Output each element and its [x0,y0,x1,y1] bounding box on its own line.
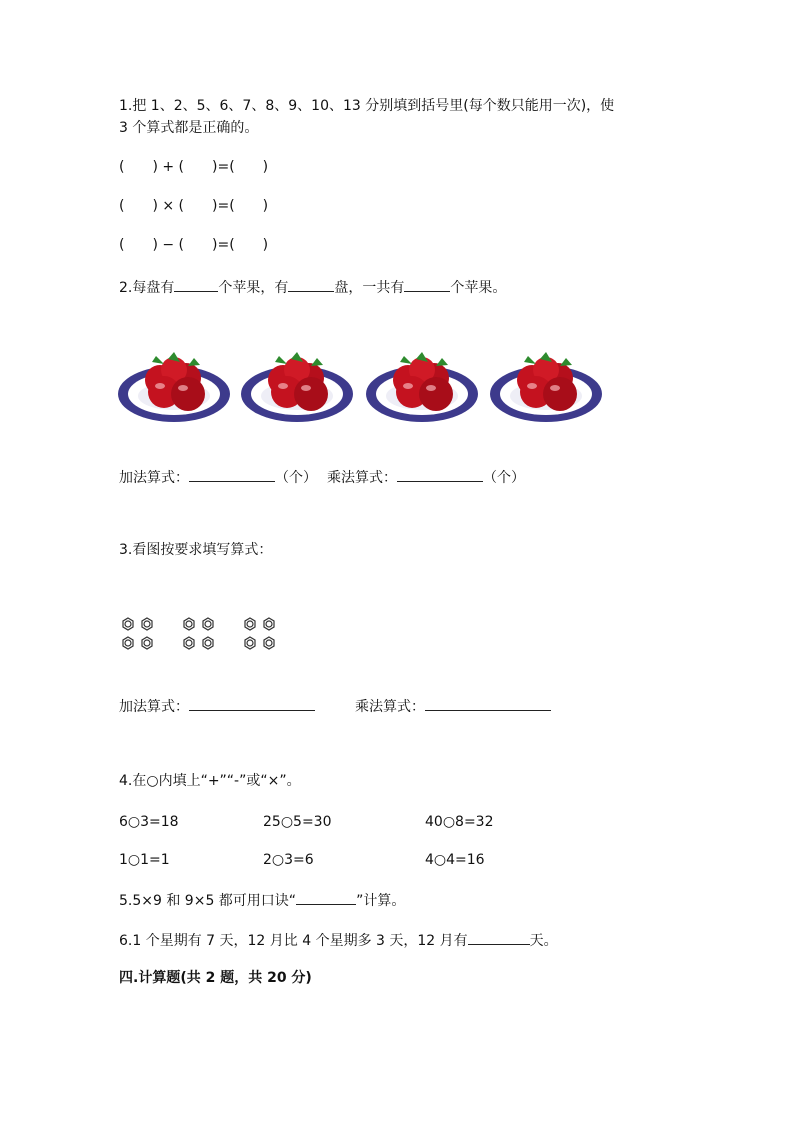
q2-prompt [119,277,506,297]
q6-text-1: 6.1 个星期有 7 天，12 月比 4 个星期多 3 天，12 月有 [119,933,468,949]
q2-text-4: 个苹果。 [450,280,507,296]
q1-equation-add: ( ) + ( )=( ) [119,159,269,175]
apple-plate-icon [488,340,604,430]
q2-text-1: 2.每盘有 [119,280,175,296]
q5-blank[interactable] [296,890,356,905]
q4-item: 2○3=6 [263,852,314,868]
q5-text-1: 5.5×9 和 9×5 都可用口诀“ [119,893,297,909]
q2-formula-row [119,467,525,487]
q4-item: 1○1=1 [119,852,170,868]
q5-prompt [119,890,405,910]
apple-plate-icon [239,340,355,430]
q2-mul-unit: （个） [483,470,525,486]
q4-item: 40○8=32 [425,814,494,830]
q3-mul-label: 乘法算式： [355,699,425,715]
q3-add-label: 加法算式： [119,699,189,715]
q3-mul-formula-blank[interactable] [425,696,551,711]
q1-equation-multiply: ( ) × ( )=( ) [119,198,269,214]
q2-blank-per-plate[interactable] [174,277,218,292]
q1-equation-subtract: ( ) − ( )=( ) [119,237,269,253]
q2-text-2: 个苹果，有 [218,280,289,296]
q2-mul-label: 乘法算式： [327,470,397,486]
apple-plate-icon [116,340,232,430]
q4-item: 4○4=16 [425,852,485,868]
q2-add-formula-blank[interactable] [189,467,275,482]
q6-text-2: 天。 [529,933,558,949]
q4-item: 25○5=30 [263,814,332,830]
q4-title: 4.在○内填上“+”“-”或“×”。 [119,773,301,789]
q2-add-unit: （个） [275,470,317,486]
q2-add-label: 加法算式： [119,470,189,486]
q3-add-formula-blank[interactable] [189,696,315,711]
apple-plates-figure [116,340,606,430]
q5-text-2: ”计算。 [356,893,406,909]
flower-group-icon [119,616,157,654]
flower-group-icon [180,616,218,654]
q3-formula-row [119,696,551,716]
apple-plate-icon [364,340,480,430]
q1-line2: 3 个算式都是正确的。 [119,120,259,136]
q2-text-3: 盘，一共有 [334,280,405,296]
q4-item: 6○3=18 [119,814,179,830]
q2-blank-total[interactable] [404,277,450,292]
flower-groups-figure [119,616,289,654]
q2-blank-plates[interactable] [288,277,334,292]
q1-line1: 1.把 1、2、5、6、7、8、9、10、13 分别填到括号里(每个数只能用一次)，使 [119,98,615,114]
q6-prompt [119,930,558,950]
flower-group-icon [241,616,279,654]
section-4-title: 四.计算题(共 2 题，共 20 分) [119,970,312,986]
q6-blank[interactable] [468,930,530,945]
q3-title: 3.看图按要求填写算式： [119,542,273,558]
q2-mul-formula-blank[interactable] [397,467,483,482]
